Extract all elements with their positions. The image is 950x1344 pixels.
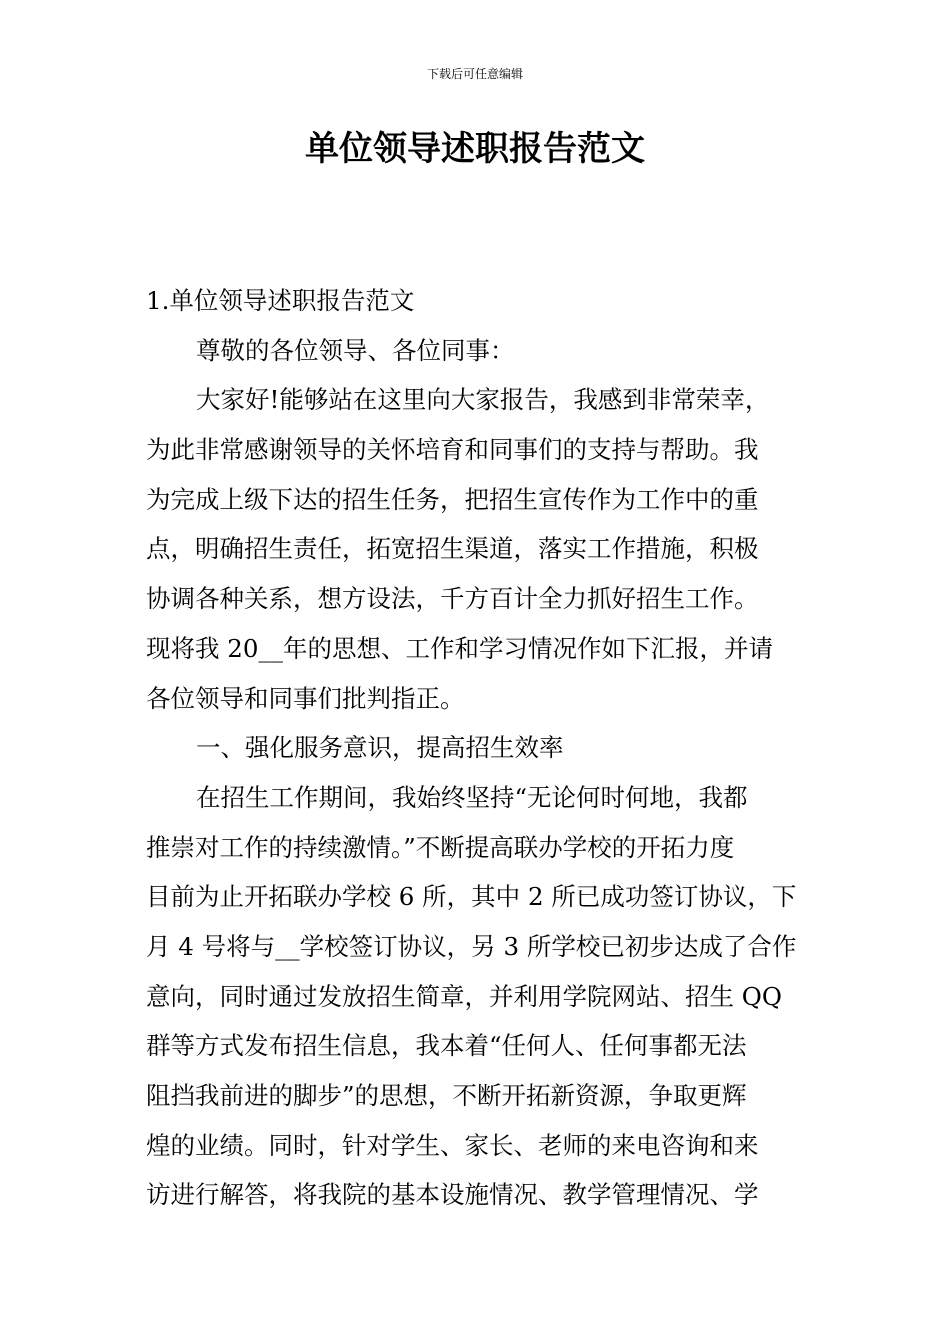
text-line: 意向，同时通过发放招生简章，并利用学院网站、招生 QQ xyxy=(146,981,782,1011)
text-line: 协调各种关系，想方设法，千方百计全力抓好招生工作。 xyxy=(146,584,759,614)
text-line: 在招生工作期间，我始终坚持“无论何时何地，我都 xyxy=(196,782,748,812)
text-line: 为完成上级下达的招生任务，把招生宣传作为工作中的重 xyxy=(146,484,759,514)
text-line: 点，明确招生责任，拓宽招生渠道，落实工作措施，积极 xyxy=(146,534,759,564)
text-line: 推崇对工作的持续激情。”不断提高联办学校的开拓力度 xyxy=(146,832,735,862)
text-line: 煌的业绩。同时，针对学生、家长、老师的来电咨询和来 xyxy=(146,1130,759,1160)
text-line: 尊敬的各位领导、各位同事： xyxy=(196,335,515,365)
text-line: 阻挡我前进的脚步”的思想，不断开拓新资源，争取更辉 xyxy=(146,1081,747,1110)
document-body xyxy=(146,276,806,1220)
text-line: 为此非常感谢领导的关怀培育和同事们的支持与帮助。我 xyxy=(146,435,759,465)
header-note: 下载后可任意编辑 xyxy=(426,67,523,81)
text-line: 目前为止开拓联办学校 6 所，其中 2 所已成功签订协议，下 xyxy=(146,882,797,912)
text-line: 现将我 20__年的思想、工作和学习情况作如下汇报，并请 xyxy=(146,633,773,663)
text-line: 各位领导和同事们批判指正。 xyxy=(146,683,465,713)
text-line: 月 4 号将与__学校签订协议，另 3 所学校已初步达成了合作 xyxy=(146,931,797,961)
document-title: 单位领导述职报告范文 xyxy=(305,129,645,169)
text-line: 大家好!能够站在这里向大家报告，我感到非常荣幸， xyxy=(196,385,770,415)
text-line: 访进行解答，将我院的基本设施情况、教学管理情况、学 xyxy=(146,1180,759,1210)
text-line: 一、强化服务意识，提高招生效率 xyxy=(196,733,564,763)
text-line: 1.单位领导述职报告范文 xyxy=(146,286,415,315)
text-line: 群等方式发布招生信息，我本着“任何人、任何事都无法 xyxy=(146,1031,747,1061)
